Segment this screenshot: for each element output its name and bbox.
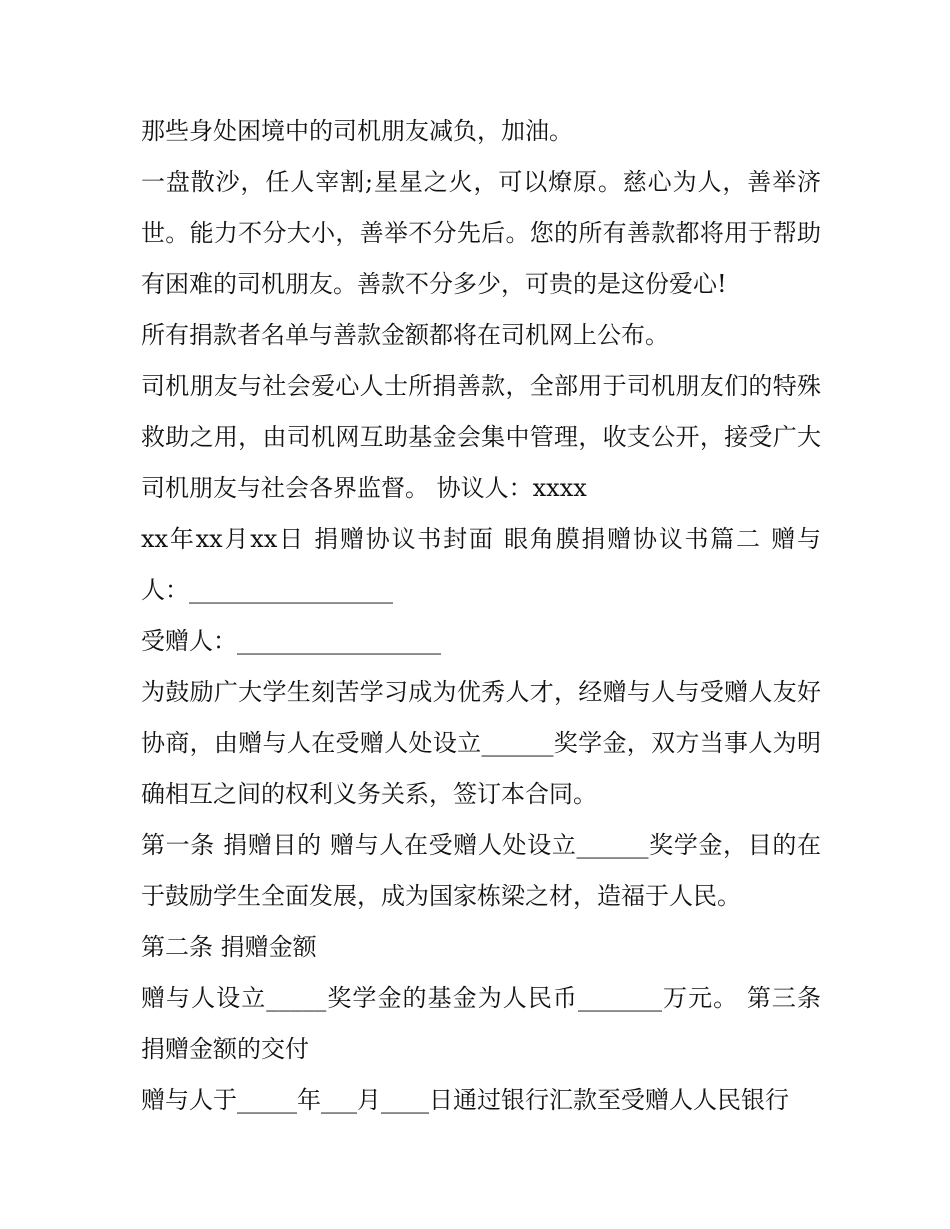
paragraph-charity-appeal: 一盘散沙，任人宰割;星星之火，可以燎原。慈心为人，善举济世。能力不分大小，善举不分先后。您的所有善款都将用于帮助有困难的司机朋友。善款不分多少，可贵的是这份爱心! [141, 168, 821, 298]
paragraph-fund-management: 司机朋友与社会爱心人士所捐善款，全部用于司机朋友们的特殊救助之用，由司机网互助基金会集中管理，收支公开，接受广大司机朋友与社会各界监督。 协议人：xxxx [141, 372, 821, 502]
paragraph-scholarship-purpose: 为鼓励广大学生刻苦学习成为优秀人才，经赠与人与受赠人友好协商，由赠与人在受赠人处设立______奖学金，双方当事人为明确相互之间的权利义务关系，签订本合同。 [141, 678, 821, 808]
paragraph-article-three-payment: 赠与人于_____年___月____日通过银行汇款至受赠人人民银行 [141, 1086, 789, 1114]
paragraph-recipient: 受赠人：_________________ [141, 627, 441, 655]
paragraph-date-and-donor: xx年xx月xx日 捐赠协议书封面 眼角膜捐赠协议书篇二 赠与人：_________________ [141, 525, 821, 604]
document-body [141, 106, 821, 1126]
paragraph-article-one: 第一条 捐赠目的 赠与人在受赠人处设立______奖学金，目的在于鼓励学生全面发展，成为国家栋梁之材，造福于人民。 [141, 831, 821, 910]
paragraph-article-two-amount: 赠与人设立_____奖学金的基金为人民币_______万元。 第三条 捐赠金额的交付 [141, 984, 821, 1063]
paragraph-article-two-heading: 第二条 捐赠金额 [141, 933, 317, 961]
paragraph-intro-fragment: 那些身处困境中的司机朋友减负，加油。 [141, 117, 573, 145]
paragraph-donor-list: 所有捐款者名单与善款金额都将在司机网上公布。 [141, 321, 669, 349]
